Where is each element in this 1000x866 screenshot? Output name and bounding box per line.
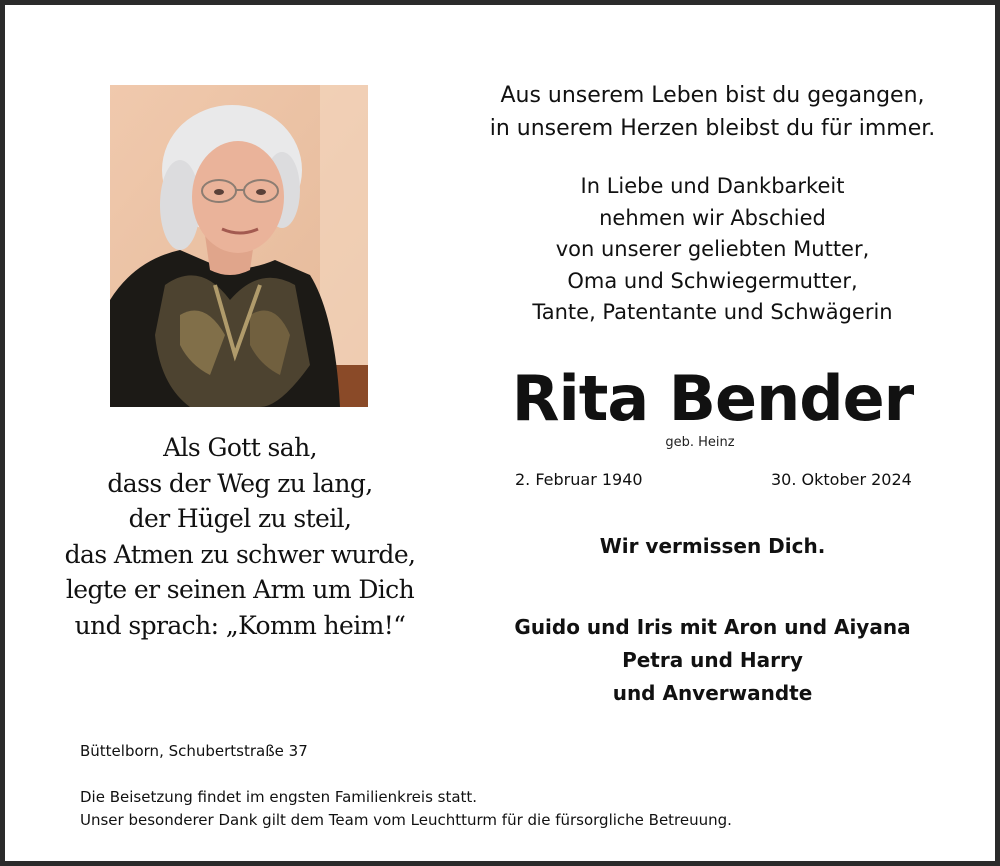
farewell-intro — [475, 171, 950, 329]
poem — [60, 430, 420, 643]
motto-line: in unserem Herzen bleibst du für immer. — [489, 116, 936, 141]
poem-line: der Hügel zu steil, — [128, 504, 352, 533]
death-date: 30. Oktober 2024 — [771, 470, 912, 489]
intro-line: In Liebe und Dankbarkeit — [580, 174, 845, 198]
closing-line: Wir vermissen Dich. — [599, 534, 826, 558]
birth-date: 2. Februar 1940 — [515, 470, 643, 489]
intro-line: Oma und Schwiegermutter, — [567, 268, 858, 293]
portrait-illustration — [110, 85, 368, 407]
maiden-name: geb. Heinz — [665, 435, 735, 450]
family-signatures — [475, 611, 950, 710]
deceased-name: Rita Bender — [511, 362, 914, 435]
note-line: Die Beisetzung findet im engsten Familienkreis statt. — [80, 788, 478, 806]
intro-line: nehmen wir Abschied — [599, 205, 826, 230]
poem-line: und sprach: „Komm heim!“ — [74, 610, 406, 640]
poem-line: dass der Weg zu lang, — [107, 468, 373, 498]
intro-line: von unserer geliebten Mutter, — [555, 237, 870, 261]
portrait-photo — [110, 85, 368, 407]
poem-line: das Atmen zu schwer wurde, — [64, 539, 416, 569]
family-line: und Anverwandte — [612, 681, 813, 705]
intro-line: Tante, Patentante und Schwägerin — [532, 300, 893, 324]
note-line: Unser besonderer Dank gilt dem Team vom Leuchtturm für die fürsorgliche Betreuung. — [80, 811, 732, 829]
notes — [80, 786, 732, 832]
address: Büttelborn, Schubertstraße 37 — [80, 742, 308, 760]
poem-line: legte er seinen Arm um Dich — [65, 575, 415, 604]
poem-line: Als Gott sah, — [163, 433, 317, 462]
family-line: Petra und Harry — [622, 648, 803, 672]
motto-line: Aus unserem Leben bist du gegangen, — [500, 83, 925, 108]
family-line: Guido und Iris mit Aron und Aiyana — [514, 615, 911, 639]
motto — [475, 79, 950, 145]
